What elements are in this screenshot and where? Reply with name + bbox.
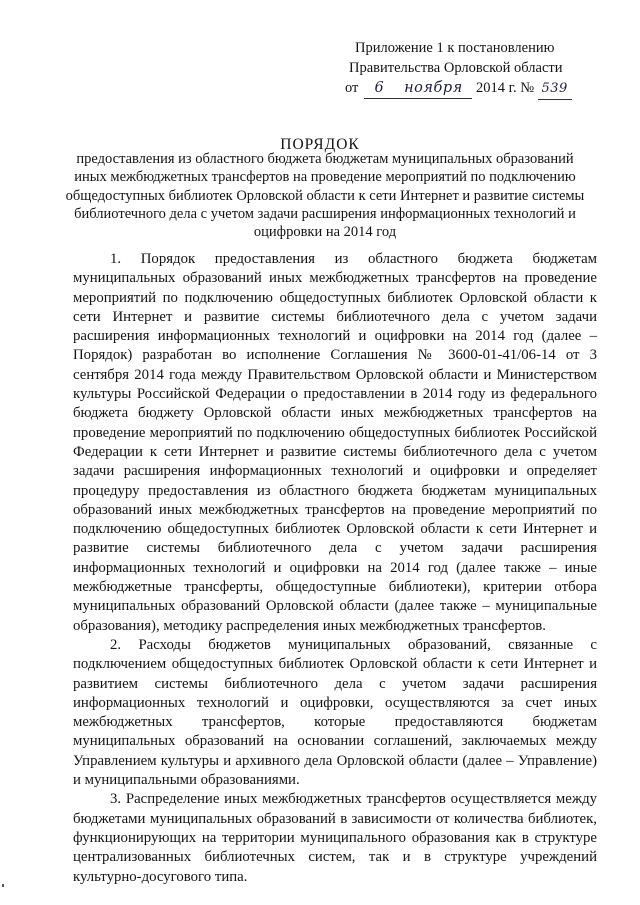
appendix-header bbox=[345, 38, 605, 100]
date-prefix: от bbox=[345, 80, 359, 96]
document-subtitle: предоставления из областного бюджета бюджетам муниципальных образований иных межбюджетных трансфертов на проведение мероприятий по подключению общедоступных библиотек Орловской области к сети Интернет и развитие системы библиотечного дела с учетом задачи расширения информационных технологий и оцифровки на 2014 год bbox=[65, 151, 585, 241]
appendix-date-line bbox=[345, 78, 605, 100]
appendix-line-2: Правительства Орловской области bbox=[349, 60, 563, 76]
document-body bbox=[73, 250, 597, 887]
handwritten-day: 6 bbox=[364, 78, 394, 99]
paragraph-3: 3. Распределение иных межбюджетных трансфертов осуществляется между бюджетами муниципальных образований в зависимости от количества библиотек, функционирующих на территории муниципального образования как в структуре централизованных библиотечных систем, так и в структуре учреждений культурно-досугового типа. bbox=[73, 791, 597, 885]
appendix-line-1: Приложение 1 к постановлению bbox=[355, 40, 555, 56]
scan-edge-mark bbox=[2, 884, 4, 887]
paragraph-1: 1. Порядок предоставления из областного бюджета бюджетам муниципальных образований иных межбюджетных трансфертов на проведение мероприятий по подключению общедоступных библиотек Орловской области к сети Интернет и развитие системы библиотечного дела с учетом задачи расширения информационных технологий и оцифровки на 2014 год (далее – Порядок) разработан во исполнение Соглашения № 3600-01-41/06-14 от 3 сентября 2014 года между Правительством Орловской области и Министерством культуры Российской Федерации о предоставлении в 2014 году из федерального бюджета бюджету Орловской области иных межбюджетных трансфертов на проведение мероприятий по подключению общедоступных библиотек Российской Федерации к сети Интернет и развитие системы библиотечного дела с учетом задачи расширения информационных технологий и оцифровки и определяет процедуру предоставления из областного бюджета бюджетам муниципальных образований иных межбюджетных трансфертов на проведение мероприятий по подключению общедоступных библиотек Орловской области к сети Интернет и развитие системы библиотечного дела с учетом задачи расширения информационных технологий и оцифровки на 2014 год (далее также – иные межбюджетные трансферты, общедоступные библиотеки), критерии отбора муниципальных образований Орловской области (далее также – муниципальные образования), методику распределения иных межбюджетных трансфертов. bbox=[73, 251, 597, 634]
handwritten-number: 539 bbox=[538, 79, 572, 100]
year-and-number-label: 2014 г. № bbox=[476, 80, 535, 96]
paragraph-2: 2. Расходы бюджетов муниципальных образований, связанные с подключением общедоступных библиотек Орловской области к сети Интернет и развитием системы библиотечного дела с учетом задачи расширения информационных технологий и оцифровки, осуществляются за счет иных межбюджетных трансфертов, которые предоставляются бюджетам муниципальных образований на основании соглашений, заключаемых между Управлением культуры и архивного дела Орловской области (далее – Управление) и муниципальными образованиями. bbox=[73, 636, 597, 789]
document-title: ПОРЯДОК bbox=[280, 136, 360, 153]
handwritten-month: ноября bbox=[394, 78, 472, 99]
